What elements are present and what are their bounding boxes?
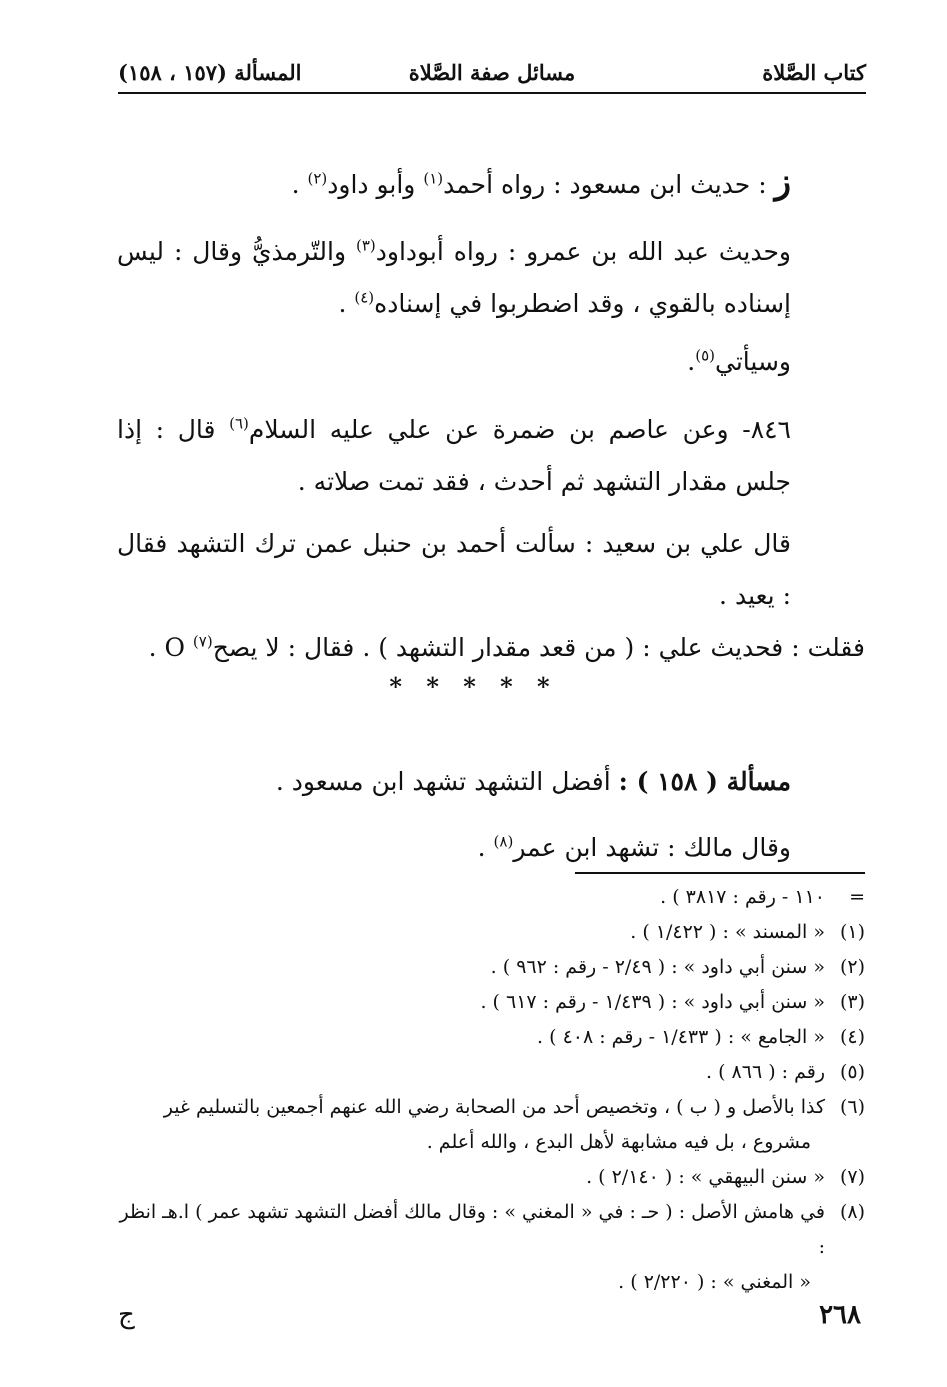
marker-zay: ز <box>774 162 791 202</box>
footnote-7: (٧) « سنن البيهقي » : ( ٢/١٤٠ ) . <box>586 1166 865 1188</box>
footnote-continuation: = ١١٠ - رقم : ٣٨١٧ ) . <box>660 886 865 908</box>
p2-end: . <box>338 289 355 318</box>
footnote-3: (٣) « سنن أبي داود » : ( ١/٤٣٩ - رقم : ٦١٧ ) . <box>480 991 865 1013</box>
p5-line-1: قال علي بن سعيد : سألت أحمد بن حنبل عمن ترك التشهد فقال : يعيد . <box>117 529 791 610</box>
p5-line-2-end: O . <box>148 633 193 662</box>
paragraph-hadith-846 <box>117 404 865 508</box>
p4-text-b: قال : إذا جلس مقدار التشهد ثم أحدث ، فقد تمت صلاته . <box>117 415 791 496</box>
footnote-5: (٥) رقم : ( ٨٦٦ ) . <box>706 1061 865 1083</box>
issue-158-heading <box>117 756 865 808</box>
p1-mid: وأبو داود <box>327 170 424 199</box>
paragraph-ibn-masud <box>117 156 865 211</box>
p2-text-b: والتّرمذيُّ وقال : ليس إسناده بالقوي ، وقد اضطربوا في إسناده <box>117 237 791 318</box>
footnote-ref-7[interactable]: (٧) <box>192 632 213 651</box>
p7-text: وقال مالك : تشهد ابن عمر <box>513 833 791 862</box>
footnote-4: (٤) « الجامع » : ( ١/٤٣٣ - رقم : ٤٠٨ ) . <box>537 1026 865 1048</box>
p5-line-2: فقلت : فحديث علي : ( من قعد مقدار التشهد ) . فقال : لا يصح <box>212 633 865 662</box>
issue-158-text: أفضل التشهد تشهد ابن مسعود . <box>275 767 619 796</box>
signature-mark: ج <box>118 1300 135 1330</box>
footnote-ref-3[interactable]: (٣) <box>355 236 376 255</box>
paragraph-will-come <box>117 336 865 388</box>
page-number: ٢٦٨ <box>819 1300 861 1330</box>
paragraph-abdullah-ibn-amr <box>117 226 865 330</box>
footnotes <box>110 880 865 1300</box>
footnote-divider <box>575 872 865 874</box>
header-chapter-title: مسائل صفة الصَّلاة <box>408 60 576 85</box>
section-separator: * * * * * <box>389 672 558 701</box>
p3-text: وسيأتي <box>715 347 791 376</box>
p2-text-a: وحديث عبد الله بن عمرو : رواه أبوداود <box>375 237 791 266</box>
footnote-1: (١) « المسند » : ( ١/٤٢٢ ) . <box>630 921 865 943</box>
footnote-ref-5[interactable]: (٥) <box>695 346 716 365</box>
p1-text: : حديث ابن مسعود : رواه أحمد <box>443 170 775 199</box>
footnote-ref-2[interactable]: (٢) <box>307 169 328 188</box>
p1-end: . <box>291 170 308 199</box>
issue-158-label: مسألة ( ١٥٨ ) : <box>618 767 791 796</box>
paragraph-malik <box>117 822 865 874</box>
header-book-title: كتاب الصَّلاة <box>762 60 866 85</box>
paragraph-ali-ibn-said <box>117 518 865 674</box>
footnote-6: (٦) كذا بالأصل و ( ب ) ، وتخصيص أحد من الصحابة رضي الله عنهم أجمعين بالتسليم غير مشروع ، بل فيه مشابهة لأهل البدع ، والله أعلم . <box>163 1096 865 1153</box>
p3-end: . <box>687 347 696 376</box>
header-issue-range: المسألة (١٥٧ ، ١٥٨) <box>118 60 302 85</box>
footnote-ref-8[interactable]: (٨) <box>493 832 514 851</box>
p7-end: . <box>477 833 494 862</box>
footnote-ref-6[interactable]: (٦) <box>229 414 249 433</box>
footnote-2: (٢) « سنن أبي داود » : ( ٢/٤٩ - رقم : ٩٦٢ ) . <box>490 956 865 978</box>
footnote-ref-1[interactable]: (١) <box>423 169 444 188</box>
p4-text-a: ٨٤٦- وعن عاصم بن ضمرة عن علي عليه السلام <box>248 415 791 444</box>
running-header <box>118 58 866 94</box>
footnote-ref-4[interactable]: (٤) <box>354 288 375 307</box>
footnote-8: (٨) في هامش الأصل : ( حـ : في « المغني » : وقال مالك أفضل التشهد تشهد عمر ) ا.هـ انظر : « المغني » : ( ٢/٢٢٠ ) . <box>119 1201 865 1293</box>
